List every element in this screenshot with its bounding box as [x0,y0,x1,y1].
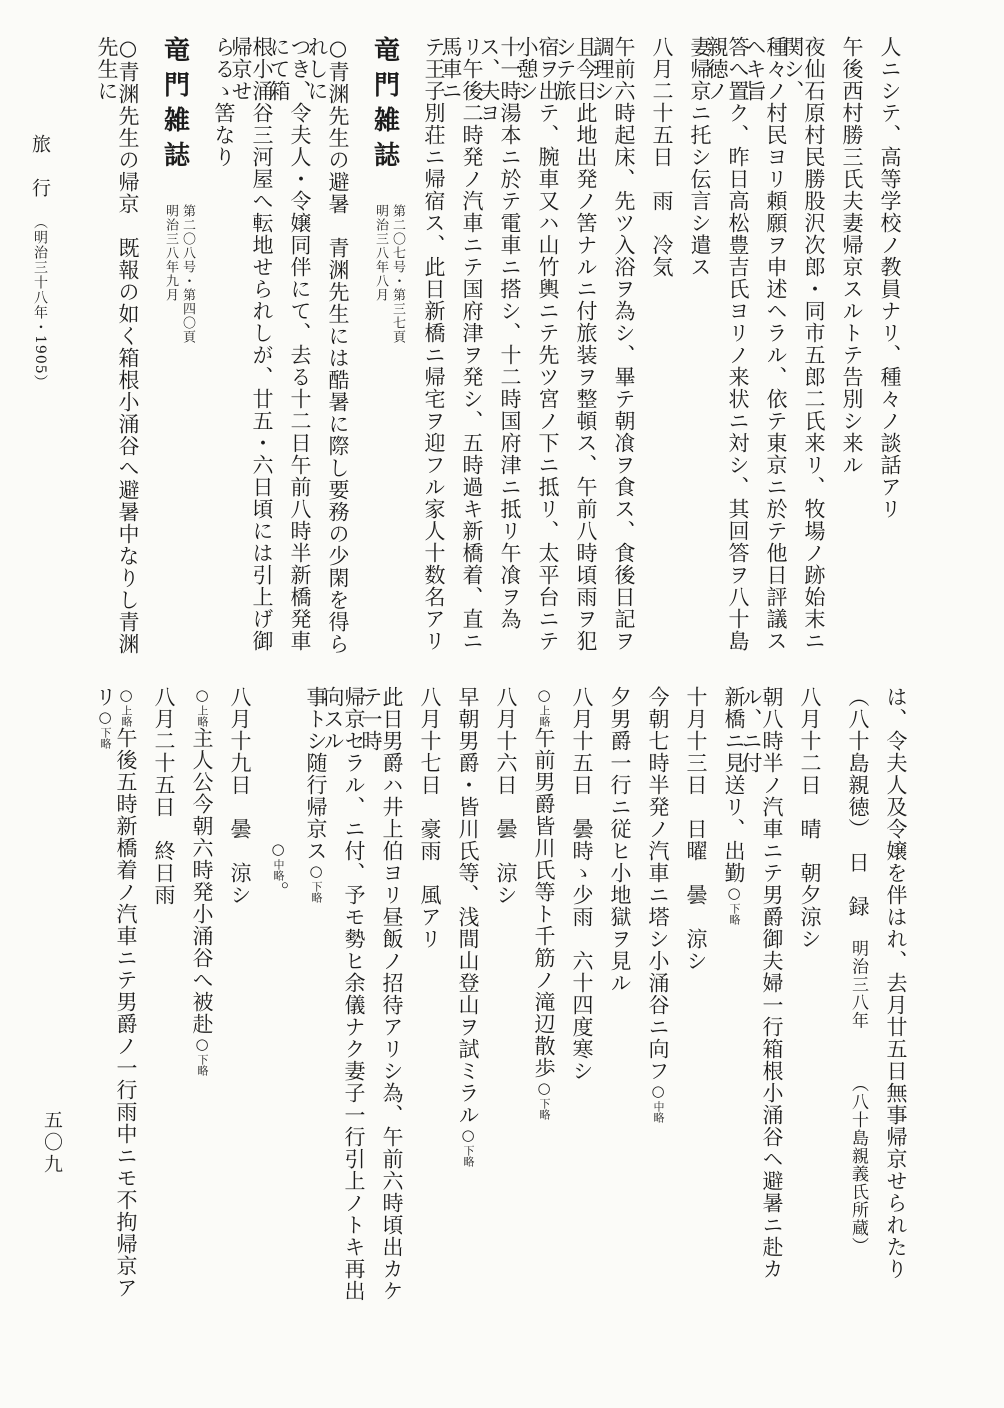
text-column [288,686,326,1312]
text-column [321,686,366,1312]
text-column [553,36,598,660]
omission-note: 下略 [310,881,323,903]
text-column [705,36,750,660]
text-run: 八月二十五日 雨 冷気 [650,36,674,278]
page-number: 五〇九 [41,1110,63,1176]
text-run: 今朝七時半発ノ汽車ニ塔シ小涌谷ニ向フ [646,686,670,1082]
text-column [229,36,274,660]
text-column [630,686,668,1312]
text-run: らるゝ筈なり [212,36,236,168]
journal-heading-column [348,36,406,660]
text-run: 八月十五日 曇時ゝ少雨 六十四度寒シ [570,686,594,1082]
journal-title: 竜門雑誌 [159,36,190,176]
text-run: 十一時湯本ニ於テ電車ニ搭シ、十二時国府津ニ抵リ午飡ヲ為ス、夫ヨ [477,36,522,630]
text-run: 宿ヲ出テ、腕車又ハ山竹輿ニテ先ツ宮ノ下ニ抵リ、太平台ニテ小憩シ [515,36,560,652]
text-column [440,686,478,1312]
text-run: ○ [269,840,287,859]
omission-note: 中略 [652,1101,665,1123]
text-run: 夜仙石原村民勝股沢次郎・同市五郎二氏来リ、牧場ノ跡始末ニ関シ、 [781,36,826,652]
text-column [672,36,710,660]
text-run: ○ [649,1082,667,1101]
chapter-title: 旅 行 [29,134,51,200]
text-run: 八月十六日 曇 涼シ [494,686,518,906]
text-column [820,686,868,1312]
text-run: 朝八時半ノ汽車ニテ男爵御夫婦一行箱根小涌谷ヘ避暑ニ赴カル、ニ付 [739,686,784,1280]
text-column [250,686,288,1312]
text-column [591,36,636,660]
journal-issue-ref: 第二〇七号・第三七頁 [390,204,405,344]
top-text-block [95,36,902,660]
text-run: ○青渊先生の帰京 既報の如く箱根小涌谷へ避暑中なりし青渊先生に [95,36,140,655]
text-run: ○ [193,1035,211,1054]
text-run: 早朝男爵・皆川氏等、浅間山登山ヲ試ミラル [456,686,480,1126]
text-column [706,686,744,1312]
text-run: 八月二十五日 終日雨 [152,686,176,906]
text-run: 答へ置ク、昨日高松豊吉氏ヨリノ来状ニ対シ、其回答ヲ八十島親徳ノ [705,36,750,652]
text-column [406,36,444,660]
text-column [478,686,516,1312]
text-column [267,36,312,660]
text-column [868,686,906,1312]
text-run [266,686,290,840]
omission-note: 下略 [99,727,112,749]
text-run: 主人公今朝六時発小涌谷へ被赴 [190,727,214,1035]
text-run [848,1030,868,1084]
text-run: ○ [307,862,325,881]
text-run: ○ [725,884,743,903]
text-column [862,36,900,660]
journal-issue-ref: 第二〇八号・第四〇頁 [180,204,195,344]
text-column [439,36,484,660]
text-run: 午後西村勝三氏夫妻帰京スルトテ告別シ来ル [840,36,864,476]
text-run: （八十島親徳） 日 録 [846,686,870,940]
text-column [781,36,826,660]
text-column [516,686,554,1312]
text-run: 此日男爵ハ井上伯ヨリ昼飯ノ招待アリシ為、午前六時頃出カケテ一時 [359,686,404,1302]
text-run: 明治三八年 [848,939,868,1030]
omission-note: 上略 [120,705,133,727]
text-run: 十月十三日 日曜 曇 涼シ [684,686,708,972]
text-column [782,686,820,1312]
text-run: テ王子別荘ニ帰宿ス、此日新橋ニ帰宅ヲ迎フル家人十数名アリ [422,36,446,652]
text-run: 事トシ随行帰京ス [304,686,328,862]
text-run: 種々ノ村民ヨリ頼願ヲ申述ヘラル、依テ東京ニ於テ他日評議スヘキ旨 [743,36,788,652]
text-run: は、令夫人及令嬢を伴はれ、去月廿五日無事帰京せられたり [884,686,908,1280]
text-run: 夕男爵一行ニ従ヒ小地獄ヲ見ル [608,686,632,994]
text-run: ○ [193,686,211,705]
journal-title: 竜門雑誌 [369,36,400,176]
omission-note: 下略 [196,1054,209,1076]
text-column [739,686,784,1312]
margin-chapter-label [30,134,49,694]
text-run: ○ [535,686,553,705]
text-run: ○青渊先生の避暑 青渊先生には酷暑に際し要務の少閑を得られしに [305,36,350,655]
journal-heading-column [138,36,196,660]
text-column [477,36,522,660]
omission-note: 上略 [196,705,209,727]
text-run: つき、令夫人・令嬢同伴にて、去る十二日午前八時半新橋発車にて箱 [267,36,312,652]
omission-note: 下略 [728,903,741,925]
text-column [136,686,174,1312]
text-run: ○ [117,686,135,705]
text-column [515,36,560,660]
text-run: 午前男爵皆川氏等ト千筋ノ滝辺散歩 [532,727,556,1079]
journal-issue-refs [372,204,406,344]
text-column [402,686,440,1312]
text-column [212,686,250,1312]
text-run: 八月十二日 晴 朝夕涼シ [798,686,822,950]
text-run: リ午後二時発ノ汽車ニテ国府津ヲ発シ、五時過キ新橋着、直ニ馬車ニ [439,36,484,652]
journal-issue-refs [162,204,196,344]
text-run: 帰京セラル、ニ付、予モ勢ヒ余儀ナク妻子一行引上ノトキ再出向スル [321,686,366,1302]
text-column [634,36,672,660]
omission-note: 中略 [272,859,285,881]
text-run: 。 [266,881,290,903]
text-column [743,36,788,660]
text-column [174,686,212,1312]
text-run: 午後五時新橋着ノ汽車ニテ男爵ノ一行雨中ニモ不拘帰京アリ [93,686,138,1299]
text-column [592,686,630,1312]
text-column [824,36,862,660]
text-run: 新橋ニ見送リ、出勤 [722,686,746,884]
text-run: 八月十九日 曇 涼シ [228,686,252,906]
text-run: ○ [459,1126,477,1145]
text-run: 根小涌谷三河屋へ転地せられしが、廿五・六日頃には引上げ御帰京せ [229,36,274,652]
text-column [359,686,404,1312]
chapter-year-note: （明治三十八年・1905） [32,215,48,390]
bottom-text-block [93,686,908,1312]
text-run: ○ [96,708,114,727]
text-run: 午前六時起床、先ツ入浴ヲ為シ、畢テ朝飡ヲ食ス、食後日記ヲ調理シ [591,36,636,652]
text-column [554,686,592,1312]
text-column [668,686,706,1312]
text-column [95,36,140,660]
text-run: 八月十七日 豪雨 風アリ [418,686,442,950]
journal-issue-ref: 明治三八年八月 [373,204,388,302]
omission-note: 上略 [538,705,551,727]
text-column [93,686,138,1312]
omission-note: 下略 [462,1145,475,1167]
text-run: （八十島親義氏所蔵） [848,1083,868,1255]
text-run: 妻帰京ニ托シ伝言シ遣ス [688,36,712,278]
text-run: ○ [535,1079,553,1098]
text-column [196,36,234,660]
omission-note: 下略 [538,1098,551,1120]
text-run: 人ニシテ、高等学校ノ教員ナリ、種々ノ談話アリ [878,36,902,520]
journal-issue-ref: 明治三八年九月 [163,204,178,302]
text-run: 且今日此地出発ノ筈ナルニ付旅装ヲ整頓ス、午前八時頃雨ヲ犯シテ旅 [553,36,598,652]
text-column [305,36,350,660]
